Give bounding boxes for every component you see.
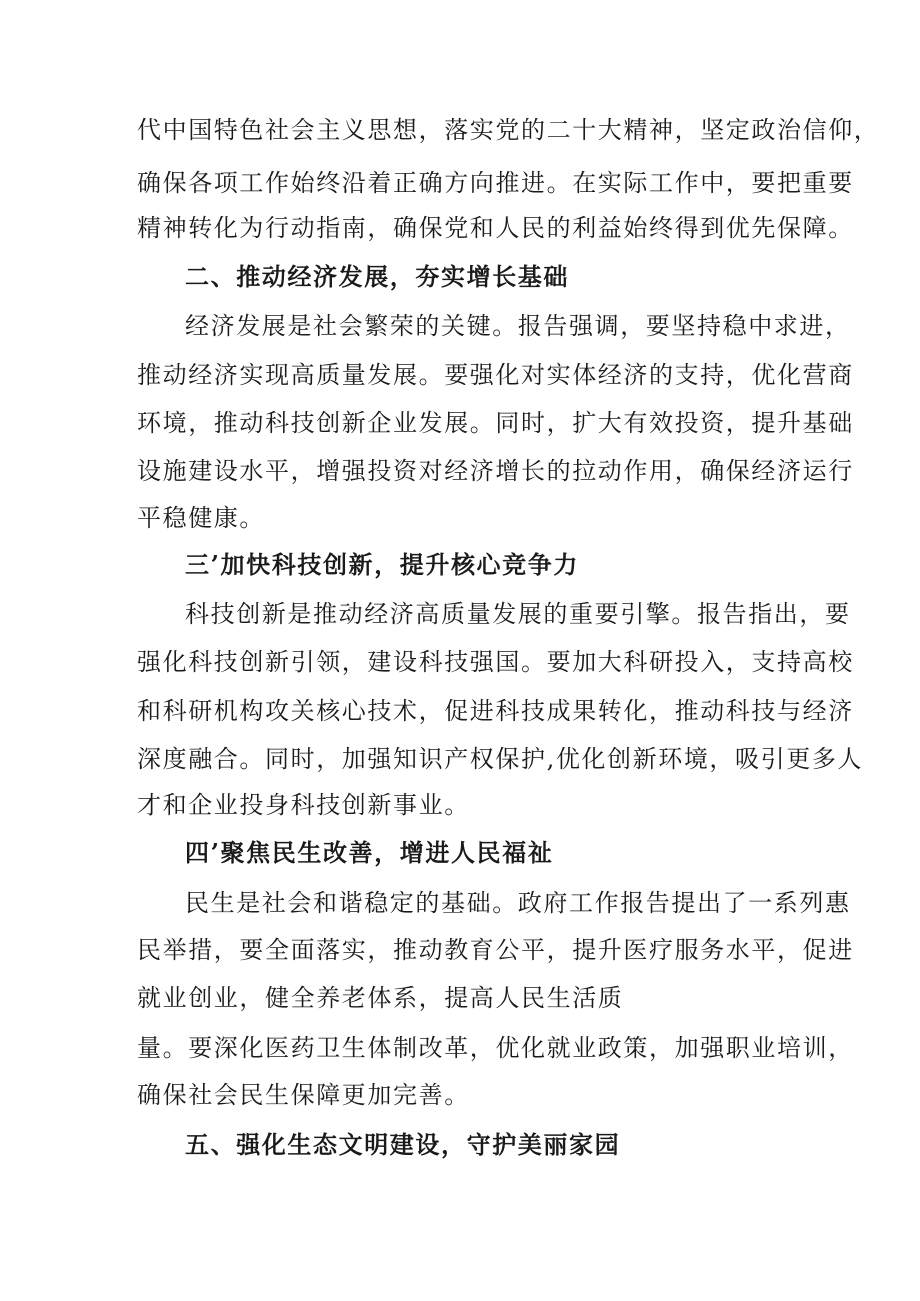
body-text-line: 确保各项工作始终沿着正确方向推进。在实际工作中，要把重要	[137, 169, 854, 197]
section-heading-4: 四’聚焦民生改善，增进人民福祉	[185, 838, 554, 867]
body-text-line: 才和企业投身科技创新事业。	[137, 791, 470, 819]
body-text-line: 深度融合。同时，加强知识产权保护,优化创新环境，吸引更多人	[137, 745, 864, 773]
body-text-line: 代中国特色社会主义思想，落实党的二十大精神，坚定政治信仰，	[137, 116, 880, 144]
body-text-line: 民生是社会和谐稳定的基础。政府工作报告提出了一系列惠	[185, 889, 851, 917]
section-heading-5: 五、强化生态文明建设，守护美丽家园	[185, 1130, 621, 1159]
body-text-line: 和科研机构攻关核心技术，促进科技成果转化，推动科技与经济	[137, 697, 854, 725]
body-text-line: 民举措，要全面落实，推动教育公平，提升医疗服务水平，促进	[137, 936, 854, 964]
section-heading-3: 三’加快科技创新，提升核心竞争力	[185, 550, 579, 579]
body-text-line: 推动经济实现高质量发展。要强化对实体经济的支持，优化营商	[137, 361, 854, 389]
body-text-line: 设施建设水平，增强投资对经济增长的拉动作用，确保经济运行	[137, 457, 854, 485]
body-text-line: 精神转化为行动指南，确保党和人民的利益始终得到优先保障。	[137, 214, 854, 242]
body-text-line: 强化科技创新引领，建设科技强国。要加大科研投入，支持高校	[137, 648, 854, 676]
body-text-line: 科技创新是推动经济高质量发展的重要引擎。报告指出，要	[185, 600, 851, 628]
body-text-line: 平稳健康。	[137, 504, 265, 532]
body-text-line: 量。要深化医药卫生体制改革，优化就业政策，加强职业培训，	[137, 1034, 854, 1062]
body-text-line: 确保社会民生保障更加完善。	[137, 1081, 470, 1109]
body-text-line: 经济发展是社会繁荣的关键。报告强调，要坚持稳中求进，	[185, 312, 851, 340]
body-text-line: 就业创业，健全养老体系，提高人民生活质	[137, 984, 624, 1012]
body-text-line: 环境，推动科技创新企业发展。同时，扩大有效投资，提升基础	[137, 409, 854, 437]
section-heading-2: 二、推动经济发展，夯实增长基础	[185, 262, 569, 291]
